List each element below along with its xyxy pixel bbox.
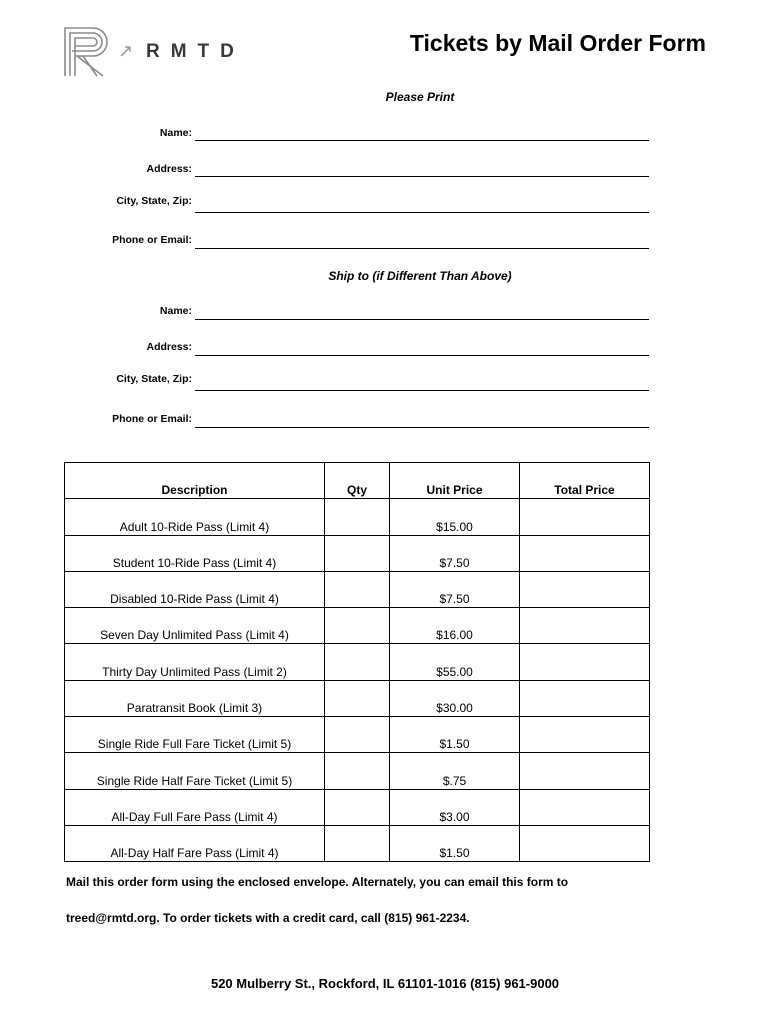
row-description: Seven Day Unlimited Pass (Limit 4) — [65, 608, 325, 644]
row-total[interactable] — [520, 680, 650, 716]
mail-instructions-line2: treed@rmtd.org. To order tickets with a credit card, call (815) 961-2234. — [66, 911, 470, 925]
table-row — [65, 535, 650, 571]
page-title: Tickets by Mail Order Form — [409, 30, 706, 56]
footer-address: 520 Mulberry St., Rockford, IL 61101-1016 (815) 961-9000 — [210, 976, 560, 991]
row-description: Paratransit Book (Limit 3) — [65, 680, 325, 716]
row-total[interactable] — [520, 535, 650, 571]
row-qty[interactable] — [325, 535, 390, 571]
table-row — [65, 571, 650, 607]
row-description: Single Ride Full Fare Ticket (Limit 5) — [65, 717, 325, 753]
row-qty[interactable] — [325, 571, 390, 607]
row-unit-price: $16.00 — [390, 608, 520, 644]
row-unit-price: $15.00 — [390, 499, 520, 535]
row-qty[interactable] — [325, 644, 390, 680]
row-qty[interactable] — [325, 753, 390, 789]
row-total[interactable] — [520, 789, 650, 825]
address-label: Address: — [146, 163, 192, 175]
row-description: Adult 10-Ride Pass (Limit 4) — [65, 499, 325, 535]
row-description: Thirty Day Unlimited Pass (Limit 2) — [65, 644, 325, 680]
col-unit-price: Unit Price — [390, 463, 520, 499]
row-total[interactable] — [520, 499, 650, 535]
col-description: Description — [65, 463, 325, 499]
ship-name-label: Name: — [159, 305, 192, 317]
table-row — [65, 680, 650, 716]
row-qty[interactable] — [325, 680, 390, 716]
row-unit-price: $1.50 — [390, 825, 520, 861]
row-description: Disabled 10-Ride Pass (Limit 4) — [65, 571, 325, 607]
table-row — [65, 753, 650, 789]
address-input-line[interactable] — [195, 176, 649, 177]
ship-address-input-line[interactable] — [195, 355, 649, 356]
col-total-price: Total Price — [520, 463, 650, 499]
table-row — [65, 717, 650, 753]
row-unit-price: $30.00 — [390, 680, 520, 716]
row-qty[interactable] — [325, 789, 390, 825]
row-unit-price: $.75 — [390, 753, 520, 789]
please-print-heading: Please Print — [385, 90, 455, 104]
ship-to-heading: Ship to (if Different Than Above) — [328, 269, 512, 283]
col-qty: Qty — [325, 463, 390, 499]
name-input-line[interactable] — [195, 140, 649, 141]
ship-phone-email-input-line[interactable] — [195, 427, 649, 428]
rmtd-logo-icon — [63, 26, 113, 78]
ship-phone-email-label: Phone or Email: — [112, 413, 192, 425]
name-label: Name: — [159, 127, 192, 139]
row-unit-price: $7.50 — [390, 535, 520, 571]
ship-address-label: Address: — [146, 341, 192, 353]
row-qty[interactable] — [325, 499, 390, 535]
row-unit-price: $1.50 — [390, 717, 520, 753]
table-row — [65, 825, 650, 861]
row-qty[interactable] — [325, 717, 390, 753]
row-unit-price: $55.00 — [390, 644, 520, 680]
row-total[interactable] — [520, 608, 650, 644]
row-total[interactable] — [520, 644, 650, 680]
row-description: All-Day Full Fare Pass (Limit 4) — [65, 789, 325, 825]
row-unit-price: $7.50 — [390, 571, 520, 607]
table-row — [65, 499, 650, 535]
mail-instructions-line1: Mail this order form using the enclosed envelope. Alternately, you can email this form to — [66, 875, 569, 889]
ship-city-state-zip-input-line[interactable] — [195, 390, 649, 391]
city-state-zip-label: City, State, Zip: — [116, 195, 192, 207]
table-row — [65, 608, 650, 644]
table-row — [65, 789, 650, 825]
row-total[interactable] — [520, 571, 650, 607]
logo-wordmark: RMTD — [146, 41, 245, 62]
phone-email-input-line[interactable] — [195, 248, 649, 249]
city-state-zip-input-line[interactable] — [195, 212, 649, 213]
ship-name-input-line[interactable] — [195, 319, 649, 320]
row-qty[interactable] — [325, 608, 390, 644]
row-description: Student 10-Ride Pass (Limit 4) — [65, 535, 325, 571]
row-description: All-Day Half Fare Pass (Limit 4) — [65, 825, 325, 861]
logo-arrow-icon: ↗ — [118, 41, 134, 61]
table-row — [65, 644, 650, 680]
order-table — [64, 462, 650, 862]
ship-city-state-zip-label: City, State, Zip: — [116, 373, 192, 385]
row-description: Single Ride Half Fare Ticket (Limit 5) — [65, 753, 325, 789]
row-unit-price: $3.00 — [390, 789, 520, 825]
row-total[interactable] — [520, 717, 650, 753]
phone-email-label: Phone or Email: — [112, 234, 192, 246]
row-total[interactable] — [520, 753, 650, 789]
row-qty[interactable] — [325, 825, 390, 861]
row-total[interactable] — [520, 825, 650, 861]
table-header-row — [65, 463, 650, 499]
